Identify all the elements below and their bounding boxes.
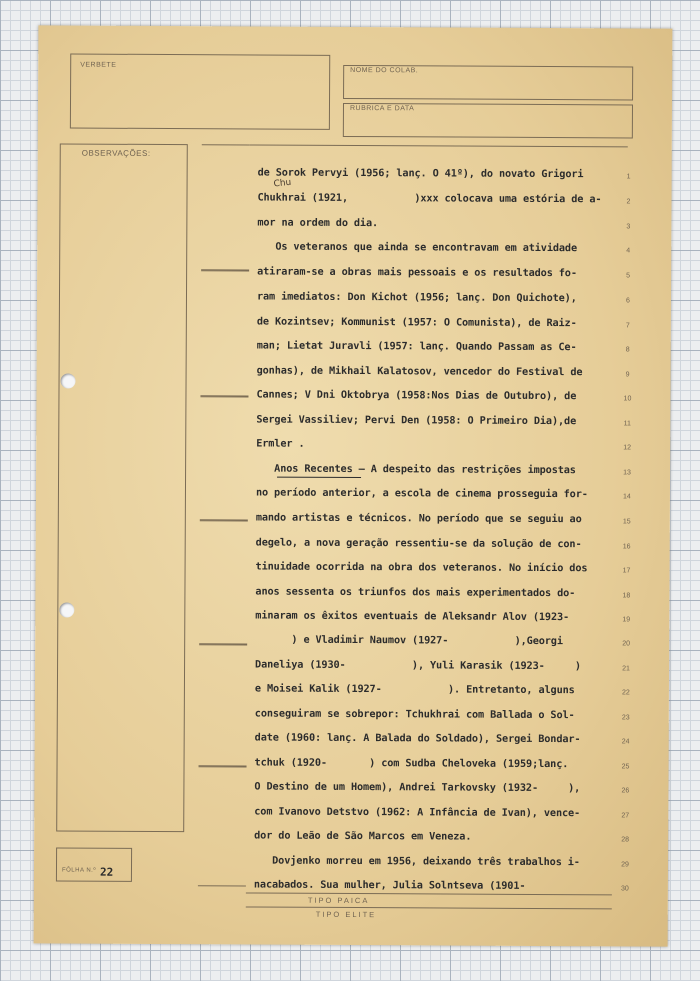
margin-bracket-6 — [198, 766, 247, 886]
punch-hole-top — [61, 373, 76, 388]
nome-colab-label: NOME DO COLAB. — [350, 66, 419, 75]
margin-bracket-5 — [199, 644, 248, 766]
observacoes-box — [56, 143, 188, 832]
line-number: 17 — [622, 567, 631, 575]
line-number: 11 — [623, 420, 631, 428]
line-number: 9 — [625, 371, 630, 379]
folha-number: 22 — [99, 865, 114, 879]
line-number: 5 — [626, 272, 631, 280]
line-number: 7 — [625, 322, 630, 330]
margin-bracket-4 — [199, 520, 248, 644]
typed-line-27: com Ivanovo Detstvo (1962: A Infância de Ivan), vence- — [254, 806, 581, 820]
typed-line-17: tinuidade ocorrida na obra dos veteranos. No início dos — [255, 561, 588, 575]
rubrica-label: RUBRICA E DATA — [349, 104, 415, 113]
line-number: 8 — [625, 346, 630, 354]
line-number: 21 — [622, 665, 630, 673]
line-number: 4 — [626, 247, 631, 255]
typed-line-6: ram imediatos: Don Kichot (1956; lanç. Don Quichote), — [256, 291, 577, 305]
folha-box — [56, 847, 132, 881]
typed-line-30: nacabados. Sua mulher, Julia Solntseva (1901- — [253, 879, 526, 892]
handwritten-correction: Chu — [273, 177, 292, 190]
typed-line-19: minaram os êxitos eventuais de Aleksandr Alov (1923- — [255, 610, 570, 624]
line-number: 29 — [621, 861, 629, 869]
typed-line-11: Sergei Vassiliev; Pervi Den (1958: O Primeiro Dia),de — [256, 414, 577, 428]
tipo-elite-rule — [246, 906, 612, 909]
line-number: 27 — [621, 812, 630, 820]
folha-label: FÔLHA N.º — [61, 867, 97, 874]
typed-line-18: anos sessenta os triunfos dos mais experimentados do- — [255, 586, 576, 600]
typed-line-14: no período anterior, a escola de cinema prosseguia for- — [255, 487, 588, 501]
typed-line-24: date (1960: lanç. A Balada do Soldado), Sergei Bondar- — [254, 732, 581, 746]
typed-line-20: ) e Vladimir Naumov (1927- ),Georgi — [255, 634, 563, 648]
typed-line-3: mor na ordem do dia. — [257, 217, 379, 230]
line-number: 3 — [626, 223, 631, 231]
line-number: 30 — [620, 885, 629, 893]
line-number: 24 — [621, 738, 630, 746]
line-number: 15 — [622, 518, 631, 526]
typed-line-21: Daneliya (1930- ), Yuli Karasik (1923- ) — [255, 659, 581, 673]
typed-line-26: O Destino de um Homem), Andrei Tarkovsky (1932- ), — [254, 781, 581, 795]
typed-line-5: atiraram-se a obras mais pessoais e os resultados fo- — [257, 266, 577, 280]
line-number: 1 — [626, 173, 631, 181]
line-number: 19 — [622, 616, 631, 624]
line-number: 6 — [626, 297, 630, 305]
typed-line-28: dor do Leão de São Marcos em Veneza. — [254, 830, 472, 843]
typed-line-4: Os veteranos que ainda se encontravam em atividade — [257, 241, 578, 255]
line-number: 20 — [622, 640, 631, 648]
punch-hole-bottom — [59, 602, 74, 617]
tipo-paica-label: TIPO PAICA — [307, 895, 370, 906]
observacoes-label: OBSERVAÇÕES: — [81, 148, 151, 158]
line-number: 10 — [623, 395, 632, 403]
verbete-label: VERBETE — [80, 61, 117, 69]
line-number: 25 — [621, 763, 630, 771]
line-number: 2 — [626, 198, 631, 206]
typewritten-page — [34, 25, 673, 946]
typed-line-29: Dovjenko morreu em 1956, deixando três trabalhos i- — [254, 855, 580, 869]
typed-line-16: degelo, a nova geração ressentiu-se da solução de con- — [255, 537, 582, 551]
typed-line-10: Cannes; V Dni Oktobrya (1958:Nos Dias de Outubro), de — [256, 389, 577, 403]
typed-line-22: e Moisei Kalik (1927- ). Entretanto, alguns — [254, 683, 575, 697]
typed-line-7: de Kozintsev; Kommunist (1957: O Comunista), de Raiz- — [256, 316, 577, 330]
tipo-elite-label: TIPO ELITE — [315, 909, 377, 920]
typed-line-2: Chukhrai (1921, )xxx colocava uma estória de a- — [257, 192, 602, 206]
line-number: 12 — [623, 444, 632, 452]
typed-line-13: Anos Recentes — A despeito das restrições impostas — [256, 463, 576, 477]
line-number: 16 — [622, 543, 631, 551]
margin-bracket-1 — [201, 144, 250, 270]
tipo-paica-rule — [246, 892, 612, 895]
line-number: 22 — [621, 689, 630, 697]
typed-line-23: conseguiram se sobrepor: Tchukhrai com Ballada o Sol- — [254, 708, 575, 722]
margin-bracket-2 — [200, 270, 249, 396]
typed-line-8: man; Lietat Juravli (1957: lanç. Quando Passam as Ce- — [256, 340, 577, 354]
line-number: 28 — [621, 836, 630, 844]
typed-line-12: Ermler . — [256, 438, 305, 450]
line-number: 18 — [622, 592, 631, 600]
margin-bracket-3 — [200, 396, 249, 520]
typed-line-15: mando artistas e técnicos. No período que se seguiu ao — [255, 512, 582, 526]
line-number: 26 — [621, 787, 630, 795]
line-number: 23 — [621, 714, 630, 722]
typed-line-1: de Sorok Pervyi (1956; lanç. O 41º), do novato Grigori — [257, 167, 584, 181]
line-number: 13 — [623, 469, 631, 477]
typed-line-9: gonhas), de Mikhail Kalatosov, vencedor do Festival de — [256, 365, 583, 379]
typed-line-25: tchuk (1920- ) com Sudba Cheloveka (1959;lanç. — [254, 757, 569, 771]
line-number: 14 — [623, 493, 631, 501]
